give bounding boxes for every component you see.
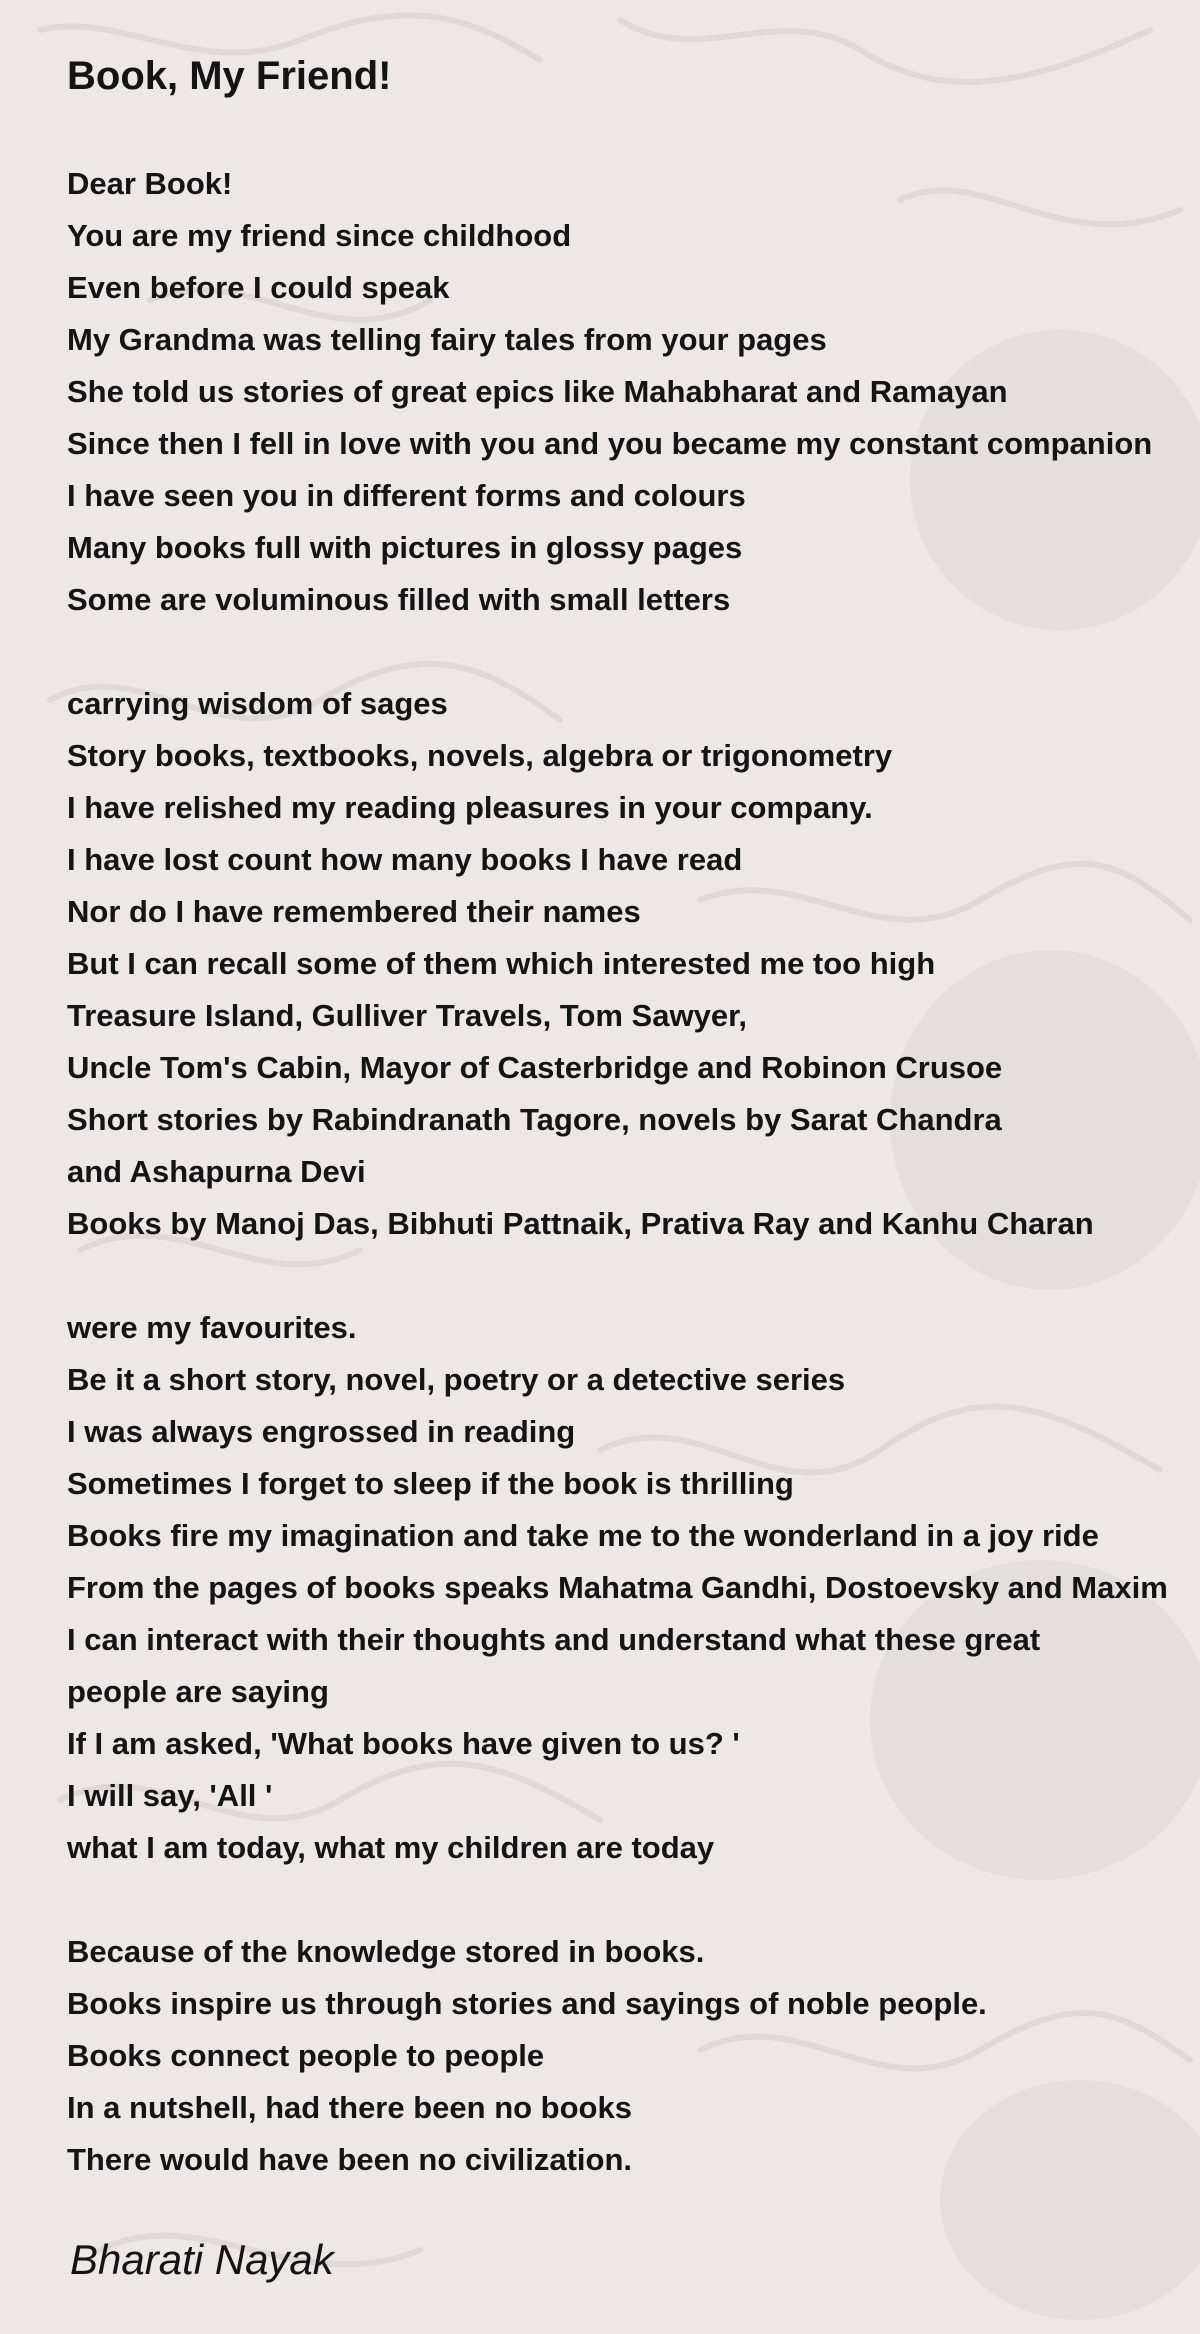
poem-line: I was always engrossed in reading [67, 1414, 576, 1449]
poem-line: Sometimes I forget to sleep if the book is thrilling [67, 1466, 794, 1501]
poem-line: carrying wisdom of sages [67, 686, 448, 721]
poem-line: I have seen you in different forms and colours [67, 478, 746, 513]
stanza [67, 1926, 1200, 2186]
poem [67, 46, 1200, 2186]
poem-line: I will say, 'All ' [67, 1778, 273, 1813]
poem-line: Many books full with pictures in glossy pages [67, 530, 743, 565]
poem-author: Bharati Nayak [70, 2236, 334, 2283]
stanza [67, 678, 1200, 1250]
poem-line: Books by Manoj Das, Bibhuti Pattnaik, Prativa Ray and Kanhu Charan [67, 1206, 1094, 1241]
poem-line: Because of the knowledge stored in books. [67, 1934, 705, 1969]
poem-line: Books inspire us through stories and sayings of noble people. [67, 1986, 987, 2021]
poem-line: I have relished my reading pleasures in your company. [67, 790, 873, 825]
poem-line: She told us stories of great epics like Mahabharat and Ramayan [67, 374, 1008, 409]
poem-line: From the pages of books speaks Mahatma Gandhi, Dostoevsky and Maxim [67, 1570, 1168, 1605]
poem-line: If I am asked, 'What books have given to us? ' [67, 1726, 740, 1761]
poem-line: Treasure Island, Gulliver Travels, Tom Sawyer, [67, 998, 748, 1033]
poem-title: Book, My Friend! [67, 54, 392, 98]
poem-line: Even before I could speak [67, 270, 450, 305]
poem-line: Short stories by Rabindranath Tagore, novels by Sarat Chandra [67, 1102, 1002, 1137]
poem-line: I can interact with their thoughts and understand what these great [67, 1622, 1041, 1657]
poem-line: Books fire my imagination and take me to the wonderland in a joy ride [67, 1518, 1099, 1553]
poem-line: Story books, textbooks, novels, algebra or trigonometry [67, 738, 893, 773]
poem-line: Nor do I have remembered their names [67, 894, 641, 929]
poem-body [67, 158, 1200, 2186]
poem-line: people are saying [67, 1674, 329, 1709]
poem-line: Uncle Tom's Cabin, Mayor of Casterbridge and Robinon Crusoe [67, 1050, 1003, 1085]
poem-line: Since then I fell in love with you and you became my constant companion [67, 426, 1153, 461]
poem-line: Dear Book! [67, 166, 233, 201]
poem-line: There would have been no civilization. [67, 2142, 632, 2177]
poem-line: Books connect people to people [67, 2038, 545, 2073]
poem-line: and Ashapurna Devi [67, 1154, 366, 1189]
poem-line: what I am today, what my children are today [67, 1830, 715, 1865]
poem-line: You are my friend since childhood [67, 218, 572, 253]
poem-line: In a nutshell, had there been no books [67, 2090, 632, 2125]
poem-line: Some are voluminous filled with small letters [67, 582, 731, 617]
poem-line: were my favourites. [67, 1310, 357, 1345]
poem-line: My Grandma was telling fairy tales from your pages [67, 322, 827, 357]
poem-line: I have lost count how many books I have read [67, 842, 743, 877]
poem-line: Be it a short story, novel, poetry or a detective series [67, 1362, 846, 1397]
poem-line: But I can recall some of them which interested me too high [67, 946, 936, 981]
stanza [67, 158, 1200, 626]
stanza [67, 1302, 1200, 1874]
